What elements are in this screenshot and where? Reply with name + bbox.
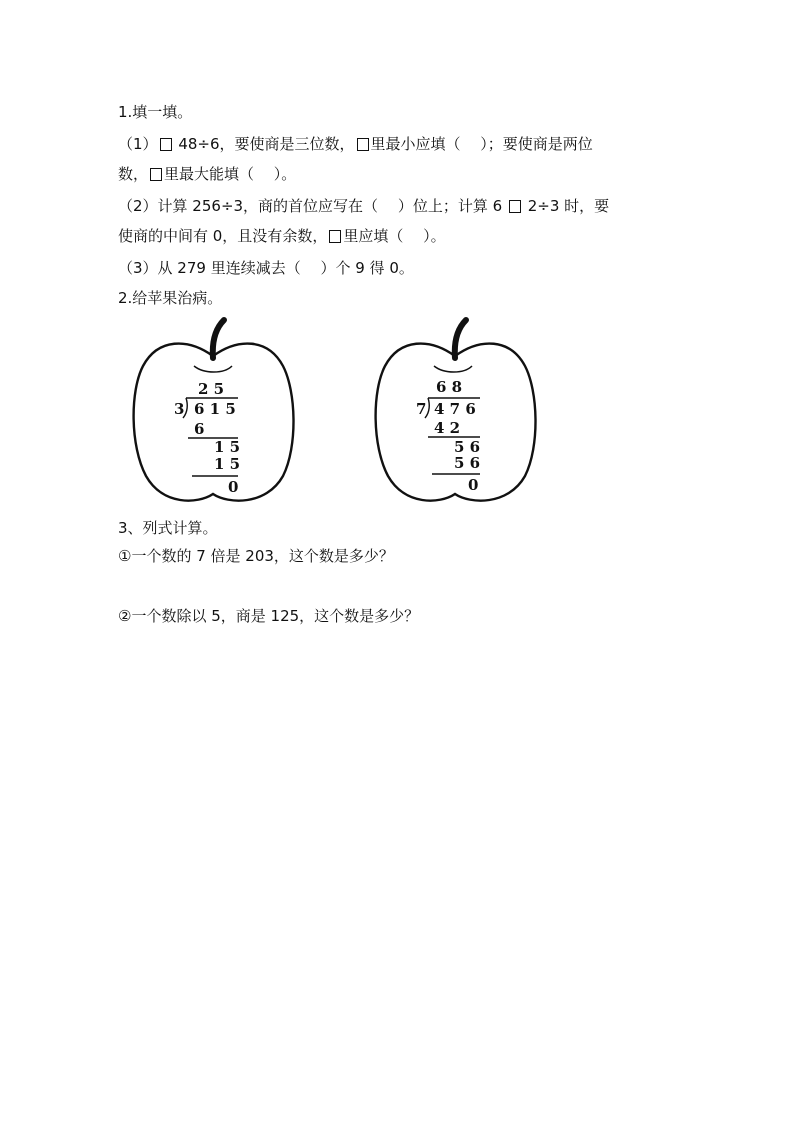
apple-stem-curve xyxy=(434,366,472,372)
remainder: 0 xyxy=(468,476,479,494)
blank-box xyxy=(509,200,521,213)
quotient: 6 8 xyxy=(436,378,463,396)
remainder: 0 xyxy=(228,478,239,496)
question-1-text-b: 里最小应填（ ）；要使商是两位 xyxy=(370,135,593,153)
step-3: 1 5 xyxy=(214,455,241,473)
question-3-line: （3）从 279 里连续减去（ ）个 9 得 0。 xyxy=(118,259,414,277)
step-3: 5 6 xyxy=(454,454,481,472)
section3-title: 3、列式计算。 xyxy=(118,519,218,537)
divisor: 3 xyxy=(174,400,185,418)
question-1-text-d: 里最大能填（ ）。 xyxy=(164,165,297,183)
step-1: 4 2 xyxy=(434,419,461,437)
quotient: 2 5 xyxy=(198,380,225,398)
question-1-line-1 xyxy=(118,134,593,154)
question-2-text-c: 使商的中间有 0，且没有余数， xyxy=(118,227,328,245)
dividend: 4 7 6 xyxy=(434,400,476,418)
question-1-text-a: 48÷6，要使商是三位数， xyxy=(178,135,355,153)
question-1-line-2 xyxy=(118,164,296,184)
dividend: 6 1 5 xyxy=(194,400,236,418)
section3-question-2: ②一个数除以 5，商是 125，这个数是多少？ xyxy=(118,607,420,625)
blank-box xyxy=(160,138,172,151)
step-1: 6 xyxy=(194,420,205,438)
section3-question-1: ①一个数的 7 倍是 203，这个数是多少？ xyxy=(118,547,394,565)
apple-2 xyxy=(370,316,540,506)
step-2: 5 6 xyxy=(454,438,481,456)
question-1-prefix: （1） xyxy=(118,135,158,153)
blank-box xyxy=(329,230,341,243)
section1-title: 1.填一填。 xyxy=(118,103,193,121)
question-2-line-1 xyxy=(118,196,609,216)
question-2-text-b: 2÷3 时，要 xyxy=(527,197,610,215)
apple-outline xyxy=(134,344,294,501)
divisor: 7 xyxy=(416,400,427,418)
question-2-text-a: （2）计算 256÷3，商的首位应写在（ ）位上；计算 6 xyxy=(118,197,503,215)
question-1-text-c: 数， xyxy=(118,165,149,183)
question-2-line-2 xyxy=(118,226,446,246)
apple-stem-curve xyxy=(194,366,232,372)
step-2: 1 5 xyxy=(214,438,241,456)
blank-box xyxy=(150,168,162,181)
apple-1 xyxy=(128,316,298,506)
section2-title: 2.给苹果治病。 xyxy=(118,289,223,307)
question-2-text-d: 里应填（ ）。 xyxy=(343,227,446,245)
blank-box xyxy=(357,138,369,151)
